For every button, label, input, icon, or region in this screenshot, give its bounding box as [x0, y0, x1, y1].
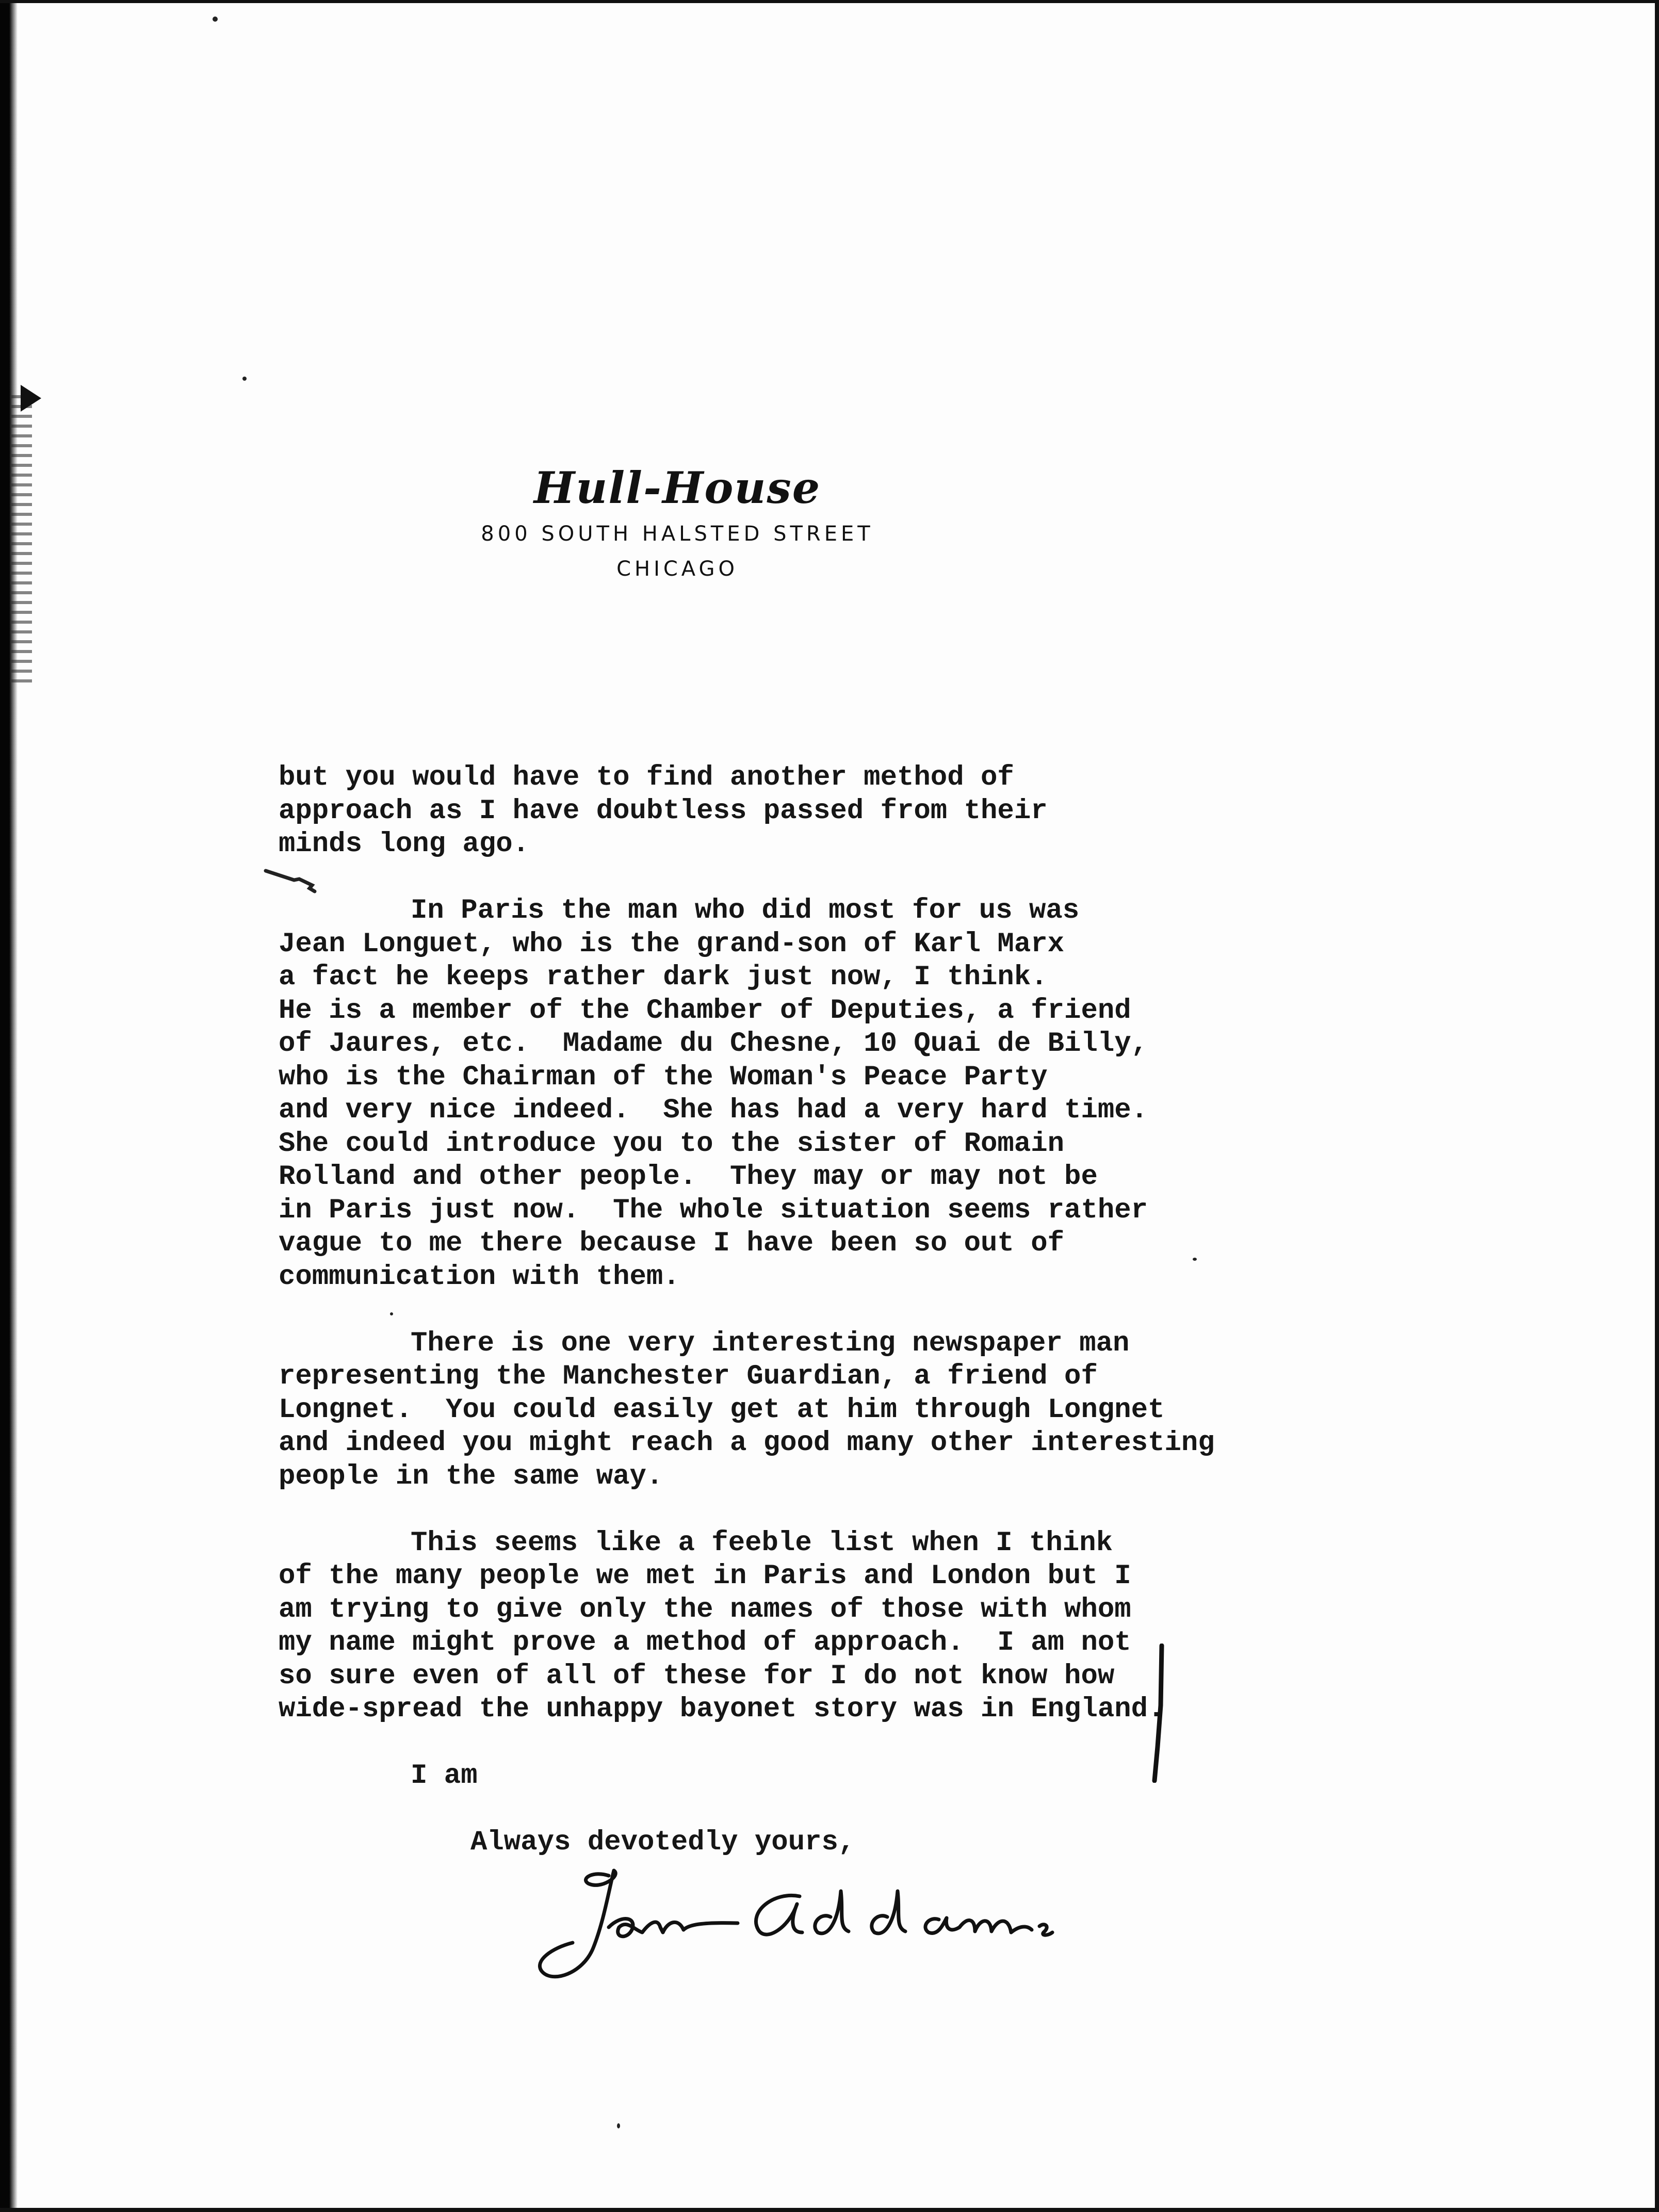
text-line: Rolland and other people. They may or may not be	[279, 1161, 1098, 1193]
text-line: vague to me there because I have been so out of	[279, 1228, 1065, 1259]
text-line: Longnet. You could easily get at him through Longnet	[279, 1394, 1165, 1426]
text-line: This seems like a feeble list when I think	[411, 1527, 1113, 1559]
paragraph-2	[279, 894, 1517, 1294]
text-line: There is one very interesting newspaper man	[411, 1327, 1130, 1359]
text-line: She could introduce you to the sister of Romain	[279, 1128, 1065, 1160]
text-line: He is a member of the Chamber of Deputies, a friend	[279, 995, 1131, 1027]
text-line: representing the Manchester Guardian, a friend of	[279, 1361, 1098, 1392]
speck	[242, 377, 247, 381]
letterhead-name: Hull-House	[533, 462, 821, 513]
paragraph-1	[279, 761, 1517, 861]
text-line: In Paris the man who did most for us was	[411, 895, 1080, 926]
scan-edge-notch	[21, 385, 41, 412]
margin-line-mark	[1150, 1644, 1166, 1783]
letterhead	[0, 460, 1355, 587]
text-line: communication with them.	[279, 1261, 680, 1293]
text-line: a fact he keeps rather dark just now, I think.	[279, 962, 1048, 993]
text-line: Jean Longuet, who is the grand-son of Karl Marx	[279, 928, 1065, 960]
valediction: Always devotedly yours,	[470, 1827, 855, 1858]
paragraph-4	[279, 1527, 1517, 1727]
text-line: of Jaures, etc. Madame du Chesne, 10 Quai de Billy,	[279, 1028, 1148, 1060]
text-line: and very nice indeed. She has had a very hard time.	[279, 1095, 1148, 1126]
scan-left-edge	[0, 3, 24, 2212]
text-line: wide-spread the unhappy bayonet story was in England.	[279, 1694, 1165, 1725]
text-line: who is the Chairman of the Woman's Peace Party	[279, 1061, 1048, 1093]
text-line: but you would have to find another method of	[279, 762, 1014, 793]
letterhead-address: 800 SOUTH HALSTED STREET	[481, 522, 874, 546]
paragraph-3	[279, 1327, 1517, 1494]
handwritten-signature	[531, 1860, 1114, 1984]
letter-body	[279, 761, 1517, 1860]
speck	[213, 17, 218, 22]
text-line: approach as I have doubtless passed from their	[279, 795, 1048, 827]
text-line: so sure even of all of these for I do not know how	[279, 1660, 1115, 1692]
text-line: am trying to give only the names of those with whom	[279, 1593, 1131, 1625]
speck	[617, 2123, 620, 2128]
text-line: in Paris just now. The whole situation seems rather	[279, 1194, 1148, 1226]
letterhead-city: CHICAGO	[616, 557, 738, 581]
text-line: my name might prove a method of approach. I am not	[279, 1627, 1131, 1658]
text-line: and indeed you might reach a good many other interesting	[279, 1427, 1215, 1459]
text-line: people in the same way.	[279, 1460, 663, 1492]
text-line: minds long ago.	[279, 828, 530, 860]
text-line: of the many people we met in Paris and London but I	[279, 1560, 1131, 1592]
closing-line: I am	[411, 1760, 478, 1792]
